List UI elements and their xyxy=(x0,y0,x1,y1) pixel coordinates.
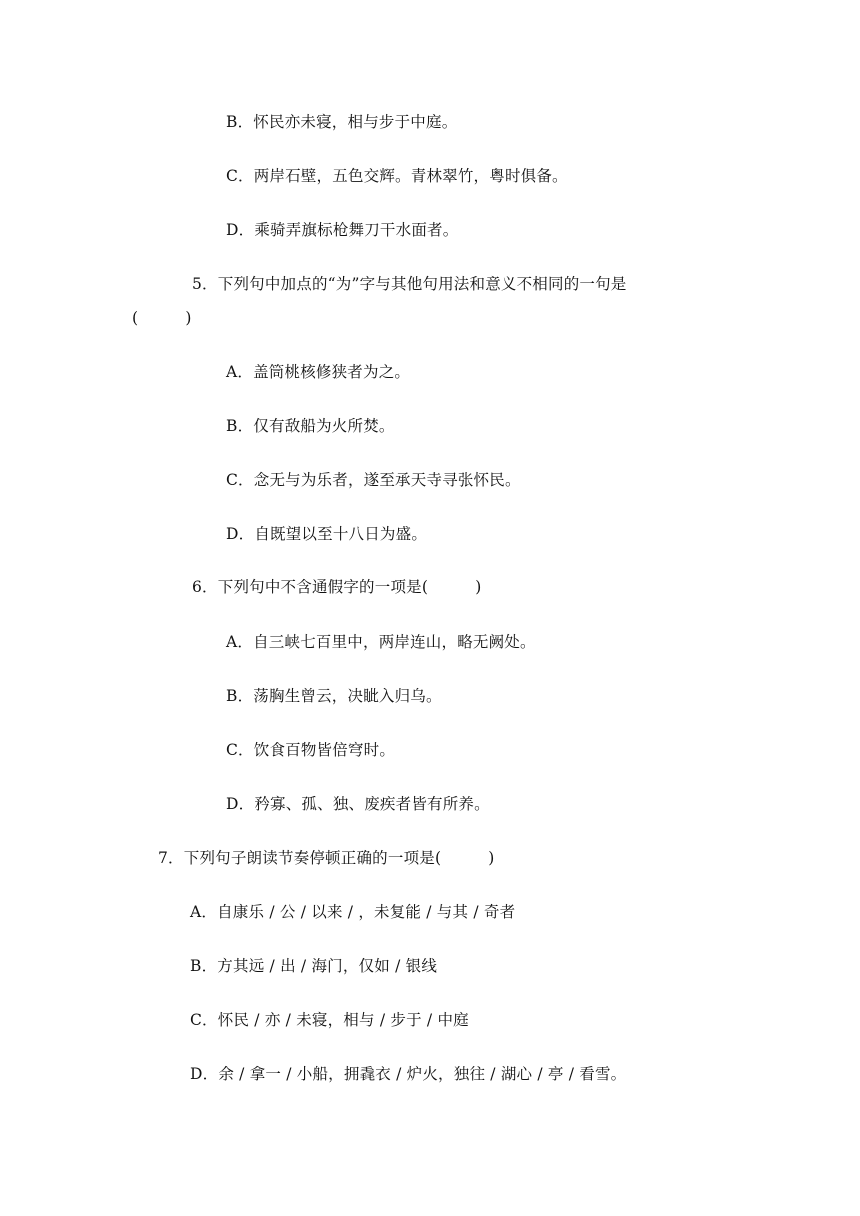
q6-stem: 6．下列句中不含通假字的一项是( ) xyxy=(192,578,482,596)
q6-option-a: A．自三峡七百里中，两岸连山，略无阙处。 xyxy=(226,633,536,651)
q6-option-d: D．矜寡、孤、独、废疾者皆有所养。 xyxy=(226,795,490,813)
q7-option-d: D．余 / 拿一 / 小船，拥毳衣 / 炉火，独往 / 湖心 / 亭 / 看雪。 xyxy=(190,1065,627,1083)
q5-option-c: C．念无与为乐者，遂至承天寺寻张怀民。 xyxy=(226,471,521,489)
q5-stem: 5．下列句中加点的“为”字与其他句用法和意义不相同的一句是 xyxy=(192,275,627,293)
q4-option-c: C．两岸石壁，五色交辉。青林翠竹，粤时俱备。 xyxy=(226,167,568,185)
q6-option-b: B．荡胸生曾云，决眦入归乌。 xyxy=(226,687,442,705)
q7-option-b: B．方其远 / 出 / 海门，仅如 / 银线 xyxy=(190,957,438,975)
q4-option-d: D．乘骑弄旗标枪舞刀干水面者。 xyxy=(226,221,459,239)
q5-option-d: D．自既望以至十八日为盛。 xyxy=(226,525,428,543)
q5-answer-blank: ( ) xyxy=(132,309,192,327)
q5-option-a: A．盖筒桃核修狭者为之。 xyxy=(226,363,411,381)
q6-option-c: C．饮食百物皆倍穹时。 xyxy=(226,741,396,759)
q7-option-c: C．怀民 / 亦 / 未寝，相与 / 步于 / 中庭 xyxy=(190,1011,469,1029)
q5-option-b: B．仅有敌船为火所焚。 xyxy=(226,417,395,435)
q4-option-b: B．怀民亦未寝，相与步于中庭。 xyxy=(226,113,458,131)
q7-option-a: A．自康乐 / 公 / 以来 / ，未复能 / 与其 / 奇者 xyxy=(190,903,516,921)
q7-stem: 7．下列句子朗读节奏停顿正确的一项是( ) xyxy=(158,849,495,867)
